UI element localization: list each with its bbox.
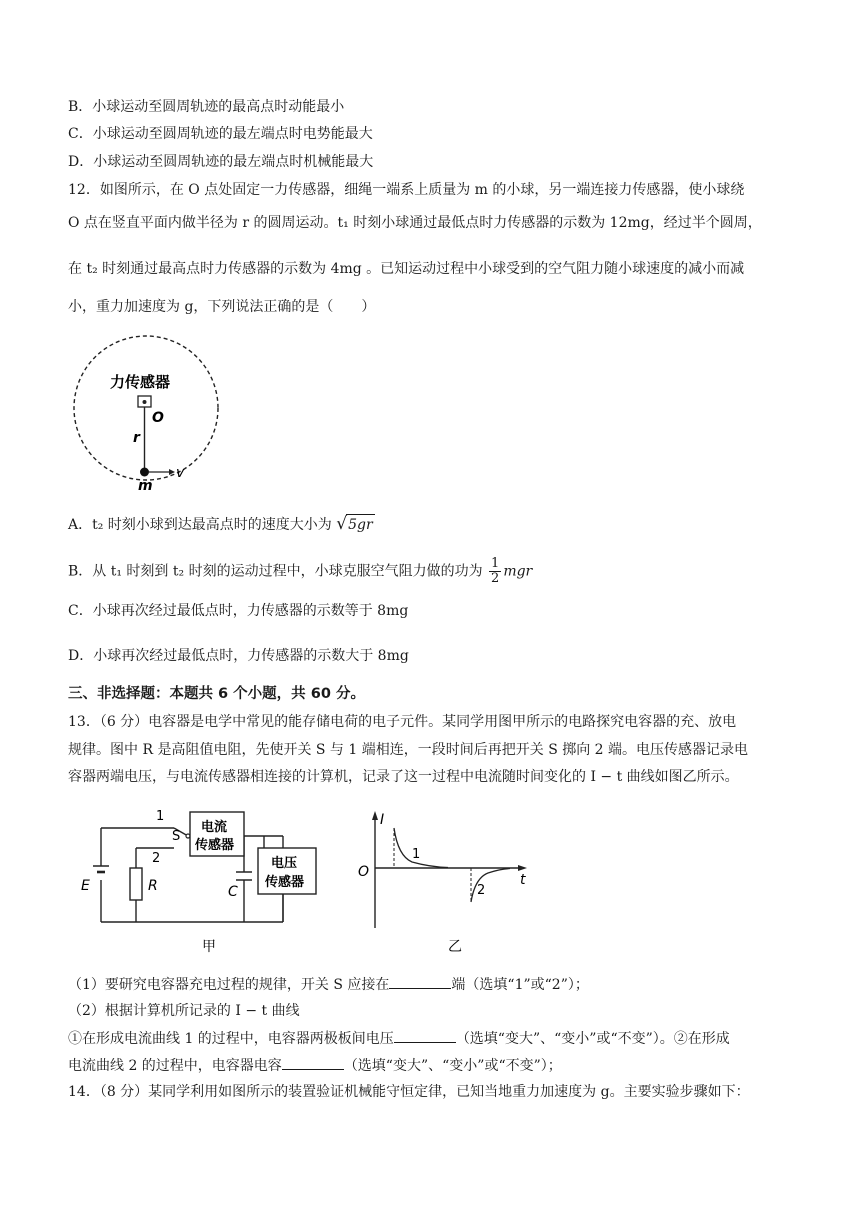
q12-figure xyxy=(68,330,233,495)
q12-option-b-text: B．从 t₁ 时刻到 t₂ 时刻的运动过程中，小球克服空气阻力做的功为 xyxy=(68,563,483,580)
q12-option-b-tail: mgr xyxy=(503,563,533,580)
q13-sub-2b-pre: 电流曲线 2 的过程中，电容器电容 xyxy=(68,1058,282,1074)
i-t-graph xyxy=(350,806,535,956)
capacitor-c xyxy=(236,872,252,880)
q12-stem-line-2: O 点在竖直平面内做半径为 r 的圆周运动。t₁ 时刻小球通过最低点时力传感器的示数为 12mg，经过半个圆周， xyxy=(68,215,762,231)
q13-sub-1-post: 端（选填“1”或“2”）； xyxy=(451,977,589,993)
q11-option-b: B．小球运动至圆周轨迹的最高点时动能最小 xyxy=(68,99,345,115)
q13-sub-2b xyxy=(68,1055,562,1076)
q13-sub-1-pre: （1）要研究电容器充电过程的规律，开关 S 应接在 xyxy=(68,977,390,993)
answer-blank-1[interactable] xyxy=(389,974,451,989)
q11-option-d: D．小球运动至圆周轨迹的最左端点时机械能最大 xyxy=(68,154,374,170)
curve-1-label: 1 xyxy=(412,847,421,862)
label-o: O xyxy=(152,410,164,426)
circular-path xyxy=(74,336,218,480)
pivot-o xyxy=(143,400,147,404)
q13-sub-2b-post: （选填“变大”、“变小”或“不变”）； xyxy=(343,1058,562,1074)
curve-2-label: 2 xyxy=(477,883,486,898)
q13-sub-2: （2）根据计算机所记录的 I − t 曲线 xyxy=(68,1003,300,1019)
q11-option-c: C．小球运动至圆周轨迹的最左端点时电势能最大 xyxy=(68,126,373,142)
label-e: E xyxy=(81,878,90,894)
answer-blank-3[interactable] xyxy=(282,1055,344,1070)
answer-blank-2[interactable] xyxy=(394,1028,456,1043)
fraction xyxy=(489,557,501,586)
sqrt-sign: √ xyxy=(336,514,348,534)
current-sensor-line-2: 传感器 xyxy=(195,838,235,853)
voltage-sensor-line-2: 传感器 xyxy=(265,875,305,890)
curve-1 xyxy=(394,828,448,868)
q12-option-a xyxy=(68,514,375,535)
q13-stem-line-1: 13．（6 分）电容器是电学中常见的能存储电荷的电子元件。某同学用图甲所示的电路探究电容器的充、放电 xyxy=(68,714,737,730)
q12-option-d: D．小球再次经过最低点时，力传感器的示数大于 8mg xyxy=(68,648,409,664)
q13-sub-2a-post: （选填“变大”、“变小”或“不变”）。②在形成 xyxy=(455,1031,730,1047)
label-r: r xyxy=(133,430,140,446)
label-s: S xyxy=(172,829,181,844)
ball xyxy=(140,468,149,477)
sensor-label: 力传感器 xyxy=(110,373,171,391)
q13-stem-line-2: 规律。图中 R 是高阻值电阻，先使开关 S 与 1 端相连，一段时间后再把开关 S 掷向 2 端。电压传感器记录电 xyxy=(68,742,749,758)
q12-stem-line-1: 12．如图所示，在 O 点处固定一力传感器，细绳一端系上质量为 m 的小球，另一端连接力传感器，使小球绕 xyxy=(68,182,745,198)
q13-sub-1 xyxy=(68,974,589,995)
fraction-denominator: 2 xyxy=(491,571,500,586)
label-terminal-1: 1 xyxy=(156,809,165,824)
axis-label-i: I xyxy=(380,812,385,828)
origin-label: O xyxy=(358,864,370,880)
q13-sub-2a xyxy=(68,1028,730,1049)
label-m: m xyxy=(138,478,153,494)
q12-option-a-value: 5gr xyxy=(346,514,375,535)
fraction-numerator: 1 xyxy=(491,556,500,571)
current-sensor-line-1: 电流 xyxy=(201,820,228,835)
voltage-sensor-line-1: 电压 xyxy=(271,856,298,871)
q12-stem-line-3: 在 t₂ 时刻通过最高点时力传感器的示数为 4mg 。已知运动过程中小球受到的空气阻力随小球速度的减小而减 xyxy=(68,261,745,277)
q12-option-b xyxy=(68,557,532,586)
section-heading: 三、非选择题：本题共 6 个小题，共 60 分。 xyxy=(68,686,365,702)
q13-stem-line-3: 容器两端电压，与电流传感器相连接的计算机，记录了这一过程中电流随时间变化的 I − t 曲线如图乙所示。 xyxy=(68,769,739,785)
label-v: v xyxy=(176,465,185,481)
label-r: R xyxy=(148,878,158,894)
label-terminal-2: 2 xyxy=(152,851,161,866)
figure-caption-jia: 甲 xyxy=(202,939,216,955)
circuit-diagram xyxy=(76,806,326,956)
q13-sub-2a-pre: ①在形成电流曲线 1 的过程中，电容器两极板间电压 xyxy=(68,1031,394,1047)
axis-label-t: t xyxy=(520,872,526,888)
q12-option-c: C．小球再次经过最低点时，力传感器的示数等于 8mg xyxy=(68,603,409,619)
q12-stem-line-4: 小，重力加速度为 g，下列说法正确的是（ ） xyxy=(68,299,376,315)
q14-stem-line-1: 14．（8 分）某同学利用如图所示的装置验证机械能守恒定律，已知当地重力加速度为 g。主要实验步骤如下： xyxy=(68,1084,750,1100)
figure-caption-yi: 乙 xyxy=(448,939,462,955)
label-c: C xyxy=(228,884,238,900)
battery-e xyxy=(93,866,109,872)
velocity-arrowhead xyxy=(169,469,175,475)
q12-option-a-text: A．t₂ 时刻小球到达最高点时的速度大小为 xyxy=(68,517,332,533)
resistor-r xyxy=(130,868,142,900)
